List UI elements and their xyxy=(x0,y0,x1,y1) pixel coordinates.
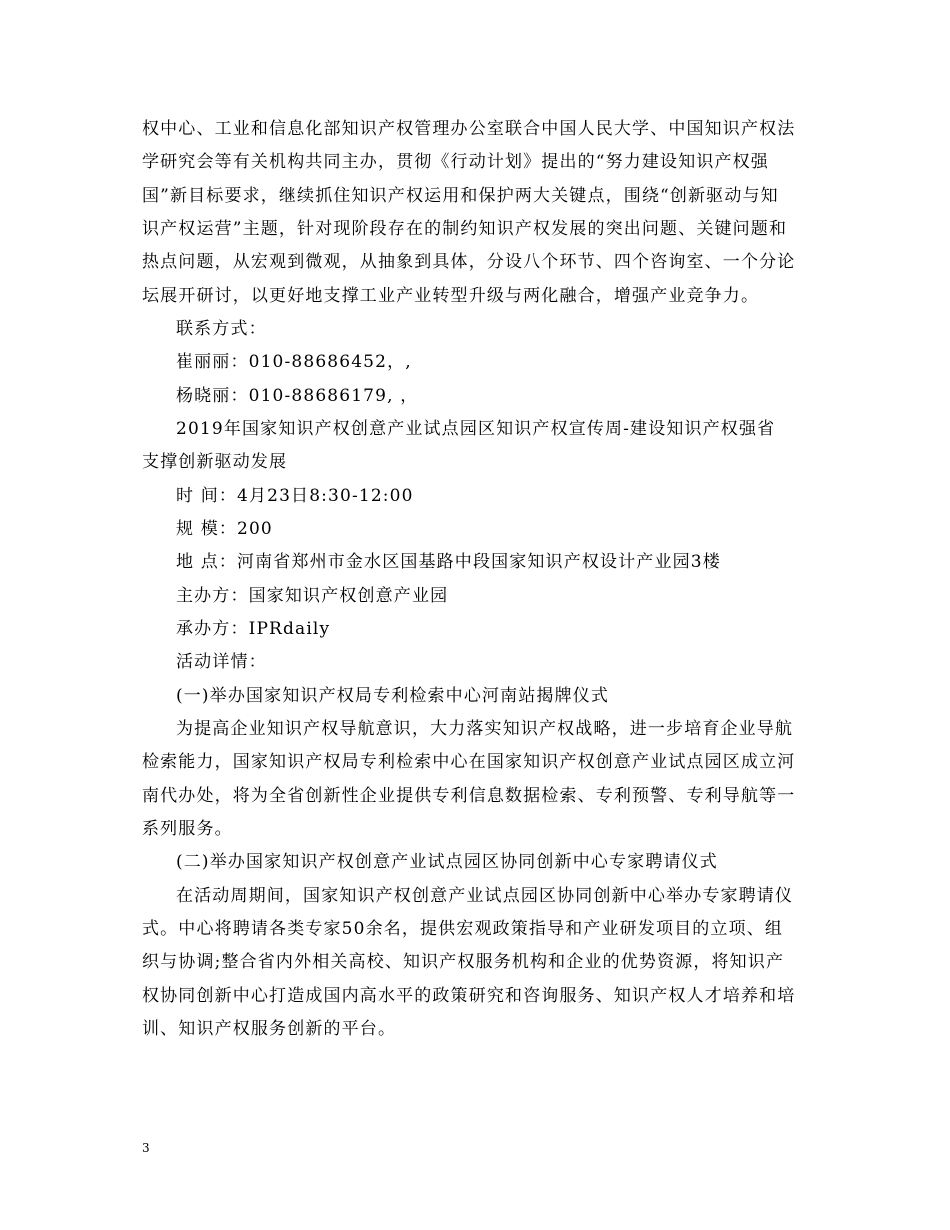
body-text-line: 织与协调;整合省内外相关高校、知识产权服务机构和企业的优势资源，将知识产 xyxy=(142,952,785,972)
body-text-line: 系列服务。 xyxy=(142,819,233,839)
body-text-line: 热点问题，从宏观到微观，从抽象到具体，分设八个环节、四个咨询室、一个分论 xyxy=(142,252,796,272)
body-text-line: 训、知识产权服务创新的平台。 xyxy=(142,1019,397,1039)
page-number: 3 xyxy=(142,1141,150,1155)
body-text-line: 在活动周期间，国家知识产权创意产业试点园区协同创新中心举办专家聘请仪 xyxy=(176,886,794,906)
event-title-line: 支撑创新驱动发展 xyxy=(142,452,288,472)
event-details-heading: 活动详情： xyxy=(176,652,267,672)
event-location: 地 点：河南省郑州市金水区国基路中段国家知识产权设计产业园3楼 xyxy=(176,552,721,572)
contact-line: 崔丽丽：010-88686452，, xyxy=(176,352,412,372)
body-text-line: 为提高企业知识产权导航意识，大力落实知识产权战略，进一步培育企业导航 xyxy=(176,719,794,739)
body-text-line: 检索能力，国家知识产权局专利检索中心在国家知识产权创意产业试点园区成立河 xyxy=(142,752,796,772)
event-organizer: 承办方：IPRdaily xyxy=(176,619,331,639)
body-text-line: 权协同创新中心打造成国内高水平的政策研究和咨询服务、知识产权人才培养和培 xyxy=(142,986,796,1006)
contact-line: 杨晓丽：010-88686179, ， xyxy=(176,386,419,406)
section-heading: (二)举办国家知识产权创意产业试点园区协同创新中心专家聘请仪式 xyxy=(176,852,718,872)
body-text-line: 南代办处，将为全省创新性企业提供专利信息数据检索、专利预警、专利导航等一 xyxy=(142,786,796,806)
body-text-line: 识产权运营”主题，针对现阶段存在的制约知识产权发展的突出问题、关键问题和 xyxy=(142,219,788,239)
event-scale: 规 模：200 xyxy=(176,519,273,539)
body-text-line: 式。中心将聘请各类专家50余名，提供宏观政策指导和产业研发项目的立项、组 xyxy=(142,919,784,939)
event-host: 主办方：国家知识产权创意产业园 xyxy=(176,586,449,606)
contact-heading: 联系方式： xyxy=(176,319,267,339)
event-time: 时 间：4月23日8:30-12:00 xyxy=(176,486,414,506)
body-text-line: 国”新目标要求，继续抓住知识产权运用和保护两大关键点，围绕“创新驱动与知 xyxy=(142,186,779,206)
section-heading: (一)举办国家知识产权局专利检索中心河南站揭牌仪式 xyxy=(176,686,610,706)
body-text-line: 坛展开研讨，以更好地支撑工业产业转型升级与两化融合，增强产业竞争力。 xyxy=(142,286,760,306)
body-text-line: 权中心、工业和信息化部知识产权管理办公室联合中国人民大学、中国知识产权法 xyxy=(142,119,796,139)
body-text-line: 学研究会等有关机构共同主办，贯彻《行动计划》提出的“努力建设知识产权强 xyxy=(142,152,769,172)
event-title-line: 2019年国家知识产权创意产业试点园区知识产权宣传周-建设知识产权强省 xyxy=(176,419,776,439)
